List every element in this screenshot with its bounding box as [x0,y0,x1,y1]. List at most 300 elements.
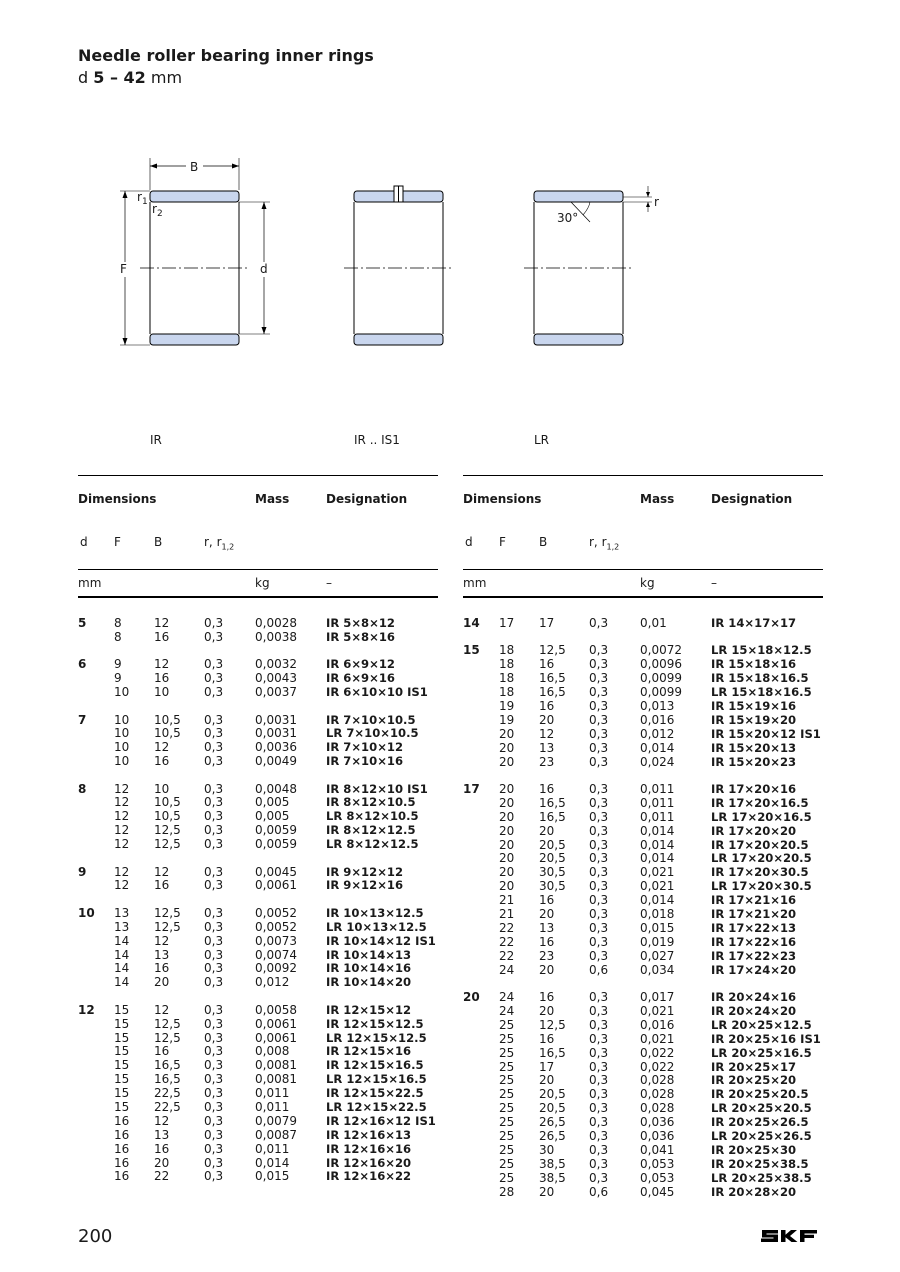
unit-mm: mm [463,576,487,590]
cell-mass: 0,011 [640,795,675,810]
cell-b: 10,5 [154,726,181,741]
cell-b: 16,5 [539,1045,566,1060]
page-title: Needle roller bearing inner rings [78,46,374,65]
cell-designation: IR 6×9×16 [326,671,395,686]
cell-designation: IR 7×10×16 [326,754,404,769]
table-row [463,852,823,866]
table-row [78,1115,438,1129]
cell-mass: 0,0061 [255,1030,297,1045]
cell-f: 12 [114,809,130,824]
row-group [463,991,823,1200]
cell-mass: 0,0073 [255,933,297,948]
cell-mass: 0,045 [640,1184,675,1199]
dim-r1-letter: r [137,190,142,204]
cell-designation: IR 15×18×16.5 [711,671,809,686]
cell-f: 13 [114,905,130,920]
cell-r: 0,3 [589,740,609,755]
cell-f: 19 [499,698,515,713]
table-row [78,1170,438,1184]
cell-r: 0,3 [589,712,609,727]
row-group [78,907,438,990]
cell-r: 0,3 [204,671,224,686]
cell-b: 10,5 [154,712,181,727]
cell-mass: 0,0099 [640,685,682,700]
cell-b: 30 [539,1142,555,1157]
row-group [463,644,823,769]
cell-b: 12 [154,616,170,630]
cell-b: 26,5 [539,1115,566,1130]
group-rows [78,617,438,645]
cell-designation: IR 6×9×12 [326,657,395,672]
cell-b: 22 [154,1169,170,1184]
table-row [78,907,438,921]
cell-f: 15 [114,1072,130,1087]
subtitle-prefix: d [78,68,89,87]
cell-f: 20 [499,782,515,796]
cell-b: 30,5 [539,865,566,880]
cell-mass: 0,0061 [255,878,297,893]
cell-r: 0,3 [589,1059,609,1074]
table-row [463,783,823,797]
table-row [463,686,823,700]
cell-r: 0,3 [589,934,609,949]
cell-r: 0,3 [589,1045,609,1060]
cell-mass: 0,022 [640,1045,675,1060]
cell-f: 18 [499,671,515,686]
cell-f: 17 [499,616,515,630]
table-row [463,756,823,770]
cell-mass: 0,014 [640,893,675,908]
table-row [463,617,823,631]
cell-b: 30,5 [539,879,566,894]
cell-b: 16 [539,934,555,949]
header-d: d [80,535,88,549]
cell-b: 12,5 [539,643,566,658]
cell-b: 20 [539,1073,555,1088]
cell-r: 0,3 [589,1101,609,1116]
cell-designation: IR 17×20×16 [711,782,797,796]
cell-r: 0,3 [204,878,224,893]
cell-r: 0,3 [589,1017,609,1032]
table-row [78,686,438,700]
cell-mass: 0,016 [640,1017,675,1032]
cell-designation: IR 12×15×22.5 [326,1086,424,1101]
cell-mass: 0,028 [640,1101,675,1116]
cell-mass: 0,0031 [255,712,297,727]
cell-f: 15 [114,1100,130,1115]
cell-b: 20,5 [539,837,566,852]
cell-b: 20 [539,823,555,838]
table-row [78,727,438,741]
skf-logo [760,1228,824,1244]
row-group [78,783,438,853]
cell-b: 16 [539,990,555,1005]
cell-b: 16,5 [539,685,566,700]
cell-f: 25 [499,1087,515,1102]
cell-mass: 0,021 [640,1031,675,1046]
table-row [78,824,438,838]
cell-mass: 0,0059 [255,837,297,852]
table-row [463,880,823,894]
cell-b: 12 [154,740,170,755]
cell-f: 15 [114,1044,130,1059]
cell-r: 0,3 [589,795,609,810]
table-row [78,1059,438,1073]
cell-mass: 0,0048 [255,781,297,796]
cell-r: 0,3 [589,1115,609,1130]
cell-r: 0,3 [589,1170,609,1185]
cell-mass: 0,0081 [255,1072,297,1087]
cell-f: 22 [499,934,515,949]
cell-r: 0,3 [204,1072,224,1087]
cell-mass: 0,0031 [255,726,297,741]
table-row [78,921,438,935]
cell-mass: 0,017 [640,990,675,1005]
cell-f: 14 [114,947,130,962]
row-group [78,866,438,894]
cell-designation: IR 20×25×20 [711,1073,797,1088]
cell-f: 12 [114,837,130,852]
cell-b: 16,5 [539,809,566,824]
cell-designation: IR 12×15×12.5 [326,1016,424,1031]
cell-designation: IR 12×16×13 [326,1127,412,1142]
cell-mass: 0,011 [255,1086,290,1101]
header-r [204,535,234,551]
cell-r: 0,3 [589,685,609,700]
unit-designation: – [711,576,717,590]
cell-mass: 0,0061 [255,1016,297,1031]
cell-r: 0,3 [204,1086,224,1101]
cell-r: 0,3 [204,823,224,838]
cell-mass: 0,0072 [640,643,682,658]
cell-designation: IR 5×8×12 [326,616,395,630]
cell-designation: IR 17×20×20.5 [711,837,809,852]
cell-designation: IR 17×20×16.5 [711,795,809,810]
cell-f: 20 [499,837,515,852]
cell-mass: 0,021 [640,865,675,880]
cell-b: 12,5 [154,1016,181,1031]
cell-b: 10,5 [154,809,181,824]
table-row [463,1061,823,1075]
cell-r: 0,3 [204,1141,224,1156]
subtitle-range: 5 – 42 [93,68,146,87]
cell-mass: 0,01 [640,616,667,630]
table-row [463,991,823,1005]
table-row [78,1087,438,1101]
cell-f: 20 [499,726,515,741]
cell-designation: IR 8×12×12.5 [326,823,416,838]
cell-b: 16 [539,782,555,796]
cell-b: 23 [539,754,555,769]
cell-r: 0,3 [204,629,224,644]
header-r-sub: 1,2 [221,542,235,552]
table-row [78,1045,438,1059]
cell-r: 0,3 [589,893,609,908]
cell-f: 25 [499,1142,515,1157]
cell-r: 0,3 [204,809,224,824]
cell-designation: IR 20×25×38.5 [711,1156,809,1171]
cell-f: 24 [499,962,515,977]
cell-d: 5 [78,616,87,630]
cell-f: 10 [114,740,130,755]
table-row [78,949,438,963]
table-row [78,879,438,893]
unit-kg: kg [255,576,270,590]
header-dimensions: Dimensions [463,492,542,506]
cell-designation: IR 10×14×13 [326,947,412,962]
cell-b: 16 [154,878,170,893]
cell-r: 0,3 [589,1003,609,1018]
cell-b: 20 [539,1184,555,1199]
table-row [78,617,438,631]
cell-designation: IR 20×25×17 [711,1059,797,1074]
cell-b: 12 [154,1113,170,1128]
cell-designation: IR 15×20×23 [711,754,797,769]
table-row [78,783,438,797]
cell-designation: IR 15×20×12 IS1 [711,726,821,741]
cell-f: 20 [499,851,515,866]
table-row [78,1004,438,1018]
cell-r: 0,3 [589,879,609,894]
unit-kg: kg [640,576,655,590]
cell-designation: IR 20×25×30 [711,1142,797,1157]
table-mid-rule [463,569,823,570]
cell-r: 0,3 [204,1002,224,1017]
table-row [463,866,823,880]
cell-f: 12 [114,878,130,893]
cell-designation: IR 17×22×23 [711,948,797,963]
cell-f: 24 [499,1003,515,1018]
cell-f: 15 [114,1016,130,1031]
cell-designation: LR 12×15×16.5 [326,1072,427,1087]
cell-b: 16 [539,698,555,713]
table-row [78,838,438,852]
cell-r: 0,3 [589,1087,609,1102]
cell-f: 15 [114,1058,130,1073]
cell-f: 8 [114,629,122,644]
group-rows [463,617,823,631]
cell-b: 20 [154,975,170,990]
cell-f: 16 [114,1169,130,1184]
cell-designation: IR 20×24×16 [711,990,797,1005]
table-row [463,936,823,950]
cell-f: 15 [114,1086,130,1101]
header-designation: Designation [711,492,793,506]
cell-designation: IR 15×20×13 [711,740,797,755]
cell-mass: 0,036 [640,1115,675,1130]
table-row [463,1158,823,1172]
table-row [78,976,438,990]
cell-r: 0,3 [589,837,609,852]
cell-f: 13 [114,919,130,934]
cell-f: 9 [114,657,122,672]
cell-b: 16 [154,629,170,644]
figure-label-lr: LR [534,433,550,447]
cell-f: 12 [114,795,130,810]
cell-r: 0,3 [589,643,609,658]
cell-d: 6 [78,657,87,672]
cell-designation: LR 7×10×10.5 [326,726,419,741]
cell-f: 20 [499,823,515,838]
row-group [463,617,823,631]
table-row [463,1102,823,1116]
cell-r: 0,3 [589,920,609,935]
cell-designation: IR 17×22×16 [711,934,797,949]
cell-f: 20 [499,865,515,880]
cell-r: 0,3 [204,1169,224,1184]
cell-mass: 0,0049 [255,754,297,769]
lr-drawing [524,186,652,345]
cell-f: 16 [114,1155,130,1170]
cell-designation: IR 5×8×16 [326,629,395,644]
cell-f: 16 [114,1141,130,1156]
row-group [78,617,438,645]
cell-f: 20 [499,754,515,769]
table-row [463,908,823,922]
cell-mass: 0,011 [255,1141,290,1156]
cell-mass: 0,024 [640,754,675,769]
cell-r: 0,3 [589,907,609,922]
cell-b: 20 [539,907,555,922]
cell-mass: 0,005 [255,795,290,810]
cell-r: 0,3 [204,837,224,852]
cell-d: 12 [78,1002,95,1017]
header-f: F [114,535,121,549]
cell-designation: LR 17×20×16.5 [711,809,812,824]
cell-b: 16,5 [539,795,566,810]
cell-b: 12,5 [154,905,181,920]
table-row [78,810,438,824]
cell-designation: IR 10×14×20 [326,975,412,990]
cell-designation: IR 15×18×16 [711,657,797,672]
cell-mass: 0,0074 [255,947,297,962]
cell-mass: 0,028 [640,1073,675,1088]
cell-b: 22,5 [154,1100,181,1115]
cell-designation: LR 15×18×16.5 [711,685,812,700]
cell-b: 10,5 [154,795,181,810]
cell-b: 38,5 [539,1156,566,1171]
cell-mass: 0,0096 [640,657,682,672]
cell-f: 18 [499,657,515,672]
cell-f: 25 [499,1059,515,1074]
cell-f: 19 [499,712,515,727]
cell-designation: IR 17×20×30.5 [711,865,809,880]
cell-designation: IR 20×25×16 IS1 [711,1031,821,1046]
header-f: F [499,535,506,549]
subtitle-unit: mm [150,68,183,87]
cell-b: 20 [539,962,555,977]
cell-f: 25 [499,1170,515,1185]
cell-mass: 0,0059 [255,823,297,838]
header-r [589,535,619,551]
cell-mass: 0,0079 [255,1113,297,1128]
table-row [78,866,438,880]
cell-d: 10 [78,905,95,920]
cell-f: 10 [114,726,130,741]
cell-mass: 0,0052 [255,919,297,934]
bearing-drawings [0,0,900,420]
table-top-rule [463,475,823,476]
cell-f: 25 [499,1115,515,1130]
dim-r-label: r [654,195,659,209]
cell-b: 12 [154,1002,170,1017]
cell-f: 25 [499,1031,515,1046]
cell-mass: 0,021 [640,1003,675,1018]
table-row [463,1088,823,1102]
table-row [463,728,823,742]
cell-r: 0,3 [589,1031,609,1046]
cell-b: 16 [154,754,170,769]
table-top-rule [78,475,438,476]
cell-b: 16 [154,1141,170,1156]
cell-designation: IR 10×14×16 [326,961,412,976]
cell-f: 25 [499,1129,515,1143]
cell-b: 12,5 [154,837,181,852]
cell-mass: 0,0036 [255,740,297,755]
cell-b: 23 [539,948,555,963]
group-rows [78,714,438,770]
figure-label-ir-is1: IR .. IS1 [354,433,400,447]
cell-r: 0,3 [204,947,224,962]
cell-r: 0,3 [204,1127,224,1142]
cell-b: 12,5 [539,1017,566,1032]
cell-designation: IR 9×12×16 [326,878,404,893]
cell-d: 17 [463,782,480,796]
table-row [463,1019,823,1033]
cell-mass: 0,014 [640,837,675,852]
dim-f-label: F [120,262,127,276]
cell-f: 20 [499,740,515,755]
cell-mass: 0,053 [640,1156,675,1171]
ir-drawing [120,158,270,345]
cell-designation: IR 20×24×20 [711,1003,797,1018]
cell-b: 16,5 [154,1072,181,1087]
cell-designation: IR 10×14×12 IS1 [326,933,436,948]
cell-f: 10 [114,685,130,700]
cell-b: 20,5 [539,851,566,866]
cell-mass: 0,014 [640,851,675,866]
cell-b: 12,5 [154,823,181,838]
cell-r: 0,3 [589,1129,609,1143]
cell-f: 18 [499,685,515,700]
cell-f: 12 [114,781,130,796]
cell-mass: 0,0032 [255,657,297,672]
cell-f: 18 [499,643,515,658]
cell-r: 0,6 [589,962,609,977]
cell-b: 12 [539,726,555,741]
cell-designation: IR 12×15×16.5 [326,1058,424,1073]
cell-f: 21 [499,893,515,908]
table-row [463,1116,823,1130]
cell-r: 0,3 [589,1142,609,1157]
table-row [78,1157,438,1171]
cell-f: 16 [114,1113,130,1128]
dim-b-label: B [190,160,199,174]
dim-r1-sub: 1 [141,197,148,207]
cell-f: 20 [499,795,515,810]
header-r-prefix: r, r [589,535,607,549]
cell-r: 0,3 [589,1073,609,1088]
cell-r: 0,3 [204,726,224,741]
cell-mass: 0,0092 [255,961,297,976]
table-row [78,1101,438,1115]
cell-f: 14 [114,933,130,948]
cell-mass: 0,021 [640,879,675,894]
row-group [78,658,438,700]
cell-b: 12 [154,864,170,879]
cell-mass: 0,0058 [255,1002,297,1017]
cell-mass: 0,015 [255,1169,290,1184]
